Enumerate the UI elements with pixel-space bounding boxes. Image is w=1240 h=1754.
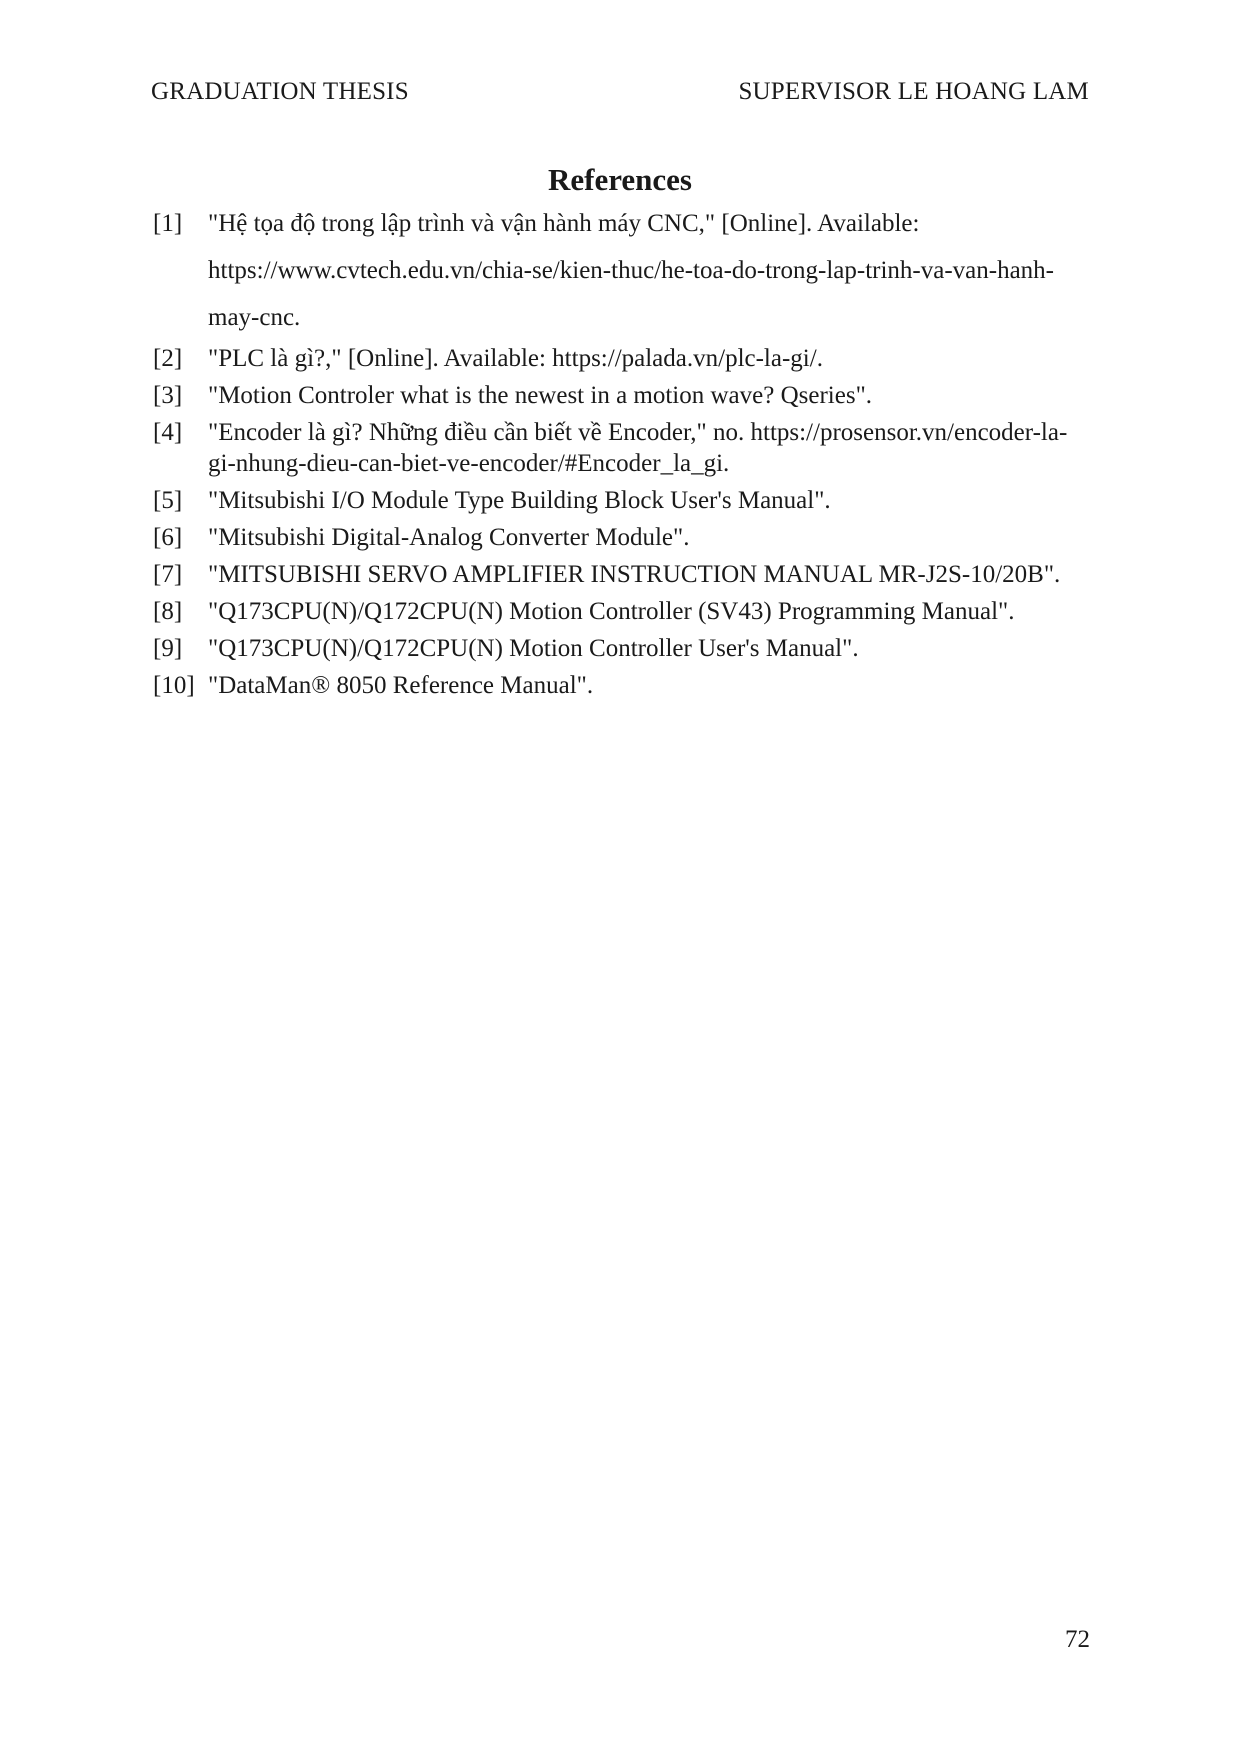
- reference-item: [153, 200, 1088, 341]
- reference-text: "DataMan® 8050 Reference Manual".: [208, 672, 594, 699]
- reference-item: [153, 485, 1088, 516]
- reference-item: [153, 633, 1088, 664]
- reference-item: [153, 559, 1088, 590]
- reference-number: [10]: [153, 672, 195, 699]
- reference-number: [5]: [153, 487, 183, 514]
- references-list: [153, 208, 1088, 701]
- reference-item: [153, 670, 1088, 701]
- reference-item: [153, 522, 1088, 553]
- header-left: GRADUATION THESIS: [151, 78, 409, 105]
- reference-item: [153, 343, 1088, 374]
- page-title: References: [547, 162, 692, 197]
- header-right: SUPERVISOR LE HOANG LAM: [738, 78, 1089, 105]
- reference-item: [153, 596, 1088, 627]
- reference-text: "PLC là gì?," [Online]. Available: https://palada.vn/plc-la-gi/.: [208, 345, 823, 372]
- page-number: 72: [1065, 1626, 1090, 1653]
- reference-text: "Mitsubishi I/O Module Type Building Block User's Manual".: [208, 487, 831, 514]
- reference-item: [153, 380, 1088, 411]
- reference-text: "Q173CPU(N)/Q172CPU(N) Motion Controller (SV43) Programming Manual".: [208, 598, 1015, 625]
- reference-text: "MITSUBISHI SERVO AMPLIFIER INSTRUCTION MANUAL MR-J2S-10/20B".: [208, 561, 1061, 588]
- reference-item: [153, 417, 1088, 479]
- reference-number: [8]: [153, 598, 183, 625]
- reference-text: "Q173CPU(N)/Q172CPU(N) Motion Controller User's Manual".: [208, 635, 859, 662]
- reference-text: "Encoder là gì? Những điều cần biết về Encoder," no. https://prosensor.vn/encoder-la-gi-nhung-dieu-can-biet-ve-encoder/#Encoder_la_gi.: [208, 419, 1068, 477]
- reference-number: [1]: [153, 210, 183, 237]
- reference-number: [3]: [153, 382, 183, 409]
- reference-number: [7]: [153, 561, 183, 588]
- reference-text: "Motion Controler what is the newest in a motion wave? Qseries".: [208, 382, 873, 409]
- reference-number: [2]: [153, 345, 183, 372]
- reference-text: "Mitsubishi Digital-Analog Converter Module".: [208, 524, 690, 551]
- reference-number: [4]: [153, 419, 183, 446]
- reference-number: [6]: [153, 524, 183, 551]
- reference-text: "Hệ tọa độ trong lập trình và vận hành máy CNC," [Online]. Available: https://www.cvtech.edu.vn/chia-se/kien-thuc/he-toa-do-trong-lap-trinh-va-van-hanh-may-cnc.: [208, 210, 1054, 331]
- reference-number: [9]: [153, 635, 183, 662]
